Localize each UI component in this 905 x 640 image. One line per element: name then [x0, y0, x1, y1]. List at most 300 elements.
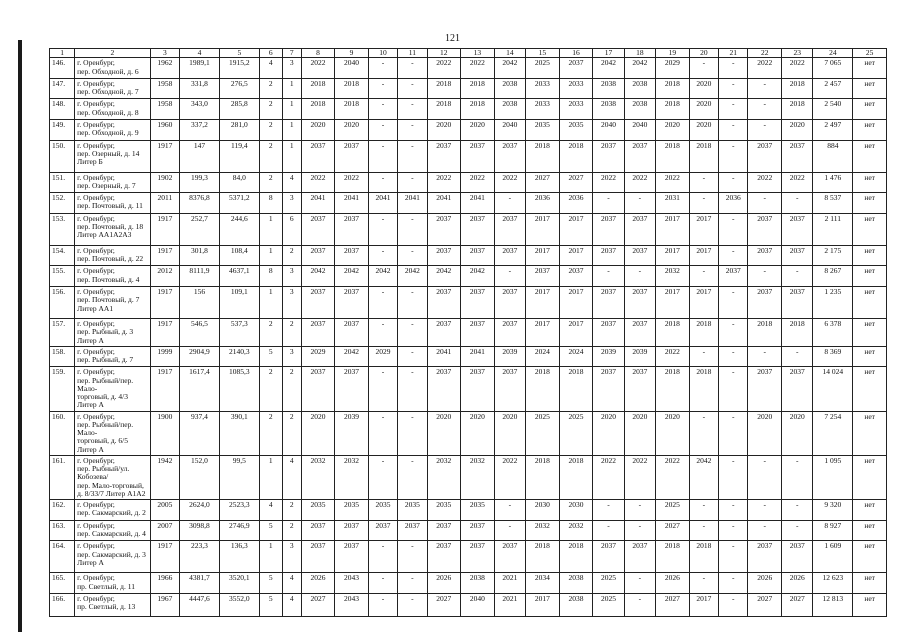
data-cell: нет — [853, 411, 887, 455]
row-number-cell: 166. — [50, 593, 75, 616]
data-cell: 1 476 — [813, 172, 853, 193]
data-cell: - — [398, 346, 427, 367]
data-cell: 2017 — [526, 287, 560, 319]
data-cell: нет — [853, 287, 887, 319]
data-cell: 84,0 — [219, 172, 259, 193]
data-cell: 2022 — [656, 455, 690, 499]
data-cell: 2037 — [494, 213, 525, 245]
data-cell: 2020 — [301, 411, 335, 455]
data-cell: 2020 — [656, 411, 690, 455]
data-cell: нет — [853, 573, 887, 594]
data-cell: 2017 — [559, 319, 593, 347]
data-cell: 2022 — [301, 58, 335, 79]
data-cell: 2037 — [461, 367, 495, 411]
address-cell: г. Оренбург, пер. Почтовый, д. 22 — [75, 245, 151, 266]
data-cell: - — [398, 99, 427, 120]
data-cell: 2042 — [335, 266, 369, 287]
data-cell: - — [719, 593, 748, 616]
data-cell: - — [624, 500, 655, 521]
data-cell: 2037 — [301, 140, 335, 172]
data-cell: 2037 — [526, 266, 560, 287]
data-cell: 2020 — [494, 411, 525, 455]
data-cell: - — [398, 319, 427, 347]
data-cell: 2042 — [368, 266, 397, 287]
table-row — [50, 266, 887, 287]
data-cell: 1989,1 — [180, 58, 220, 79]
data-cell: 3098,8 — [180, 520, 220, 541]
data-cell: нет — [853, 213, 887, 245]
table-row — [50, 573, 887, 594]
column-header: 5 — [219, 49, 259, 58]
data-cell: 2020 — [427, 120, 461, 141]
address-cell: г. Оренбург, пр. Светлый, д. 11 — [75, 573, 151, 594]
data-cell: - — [368, 287, 397, 319]
data-cell: 2041 — [398, 193, 427, 214]
column-header: 12 — [427, 49, 461, 58]
data-cell: 2017 — [689, 245, 718, 266]
data-cell: 2012 — [150, 266, 179, 287]
data-cell: нет — [853, 520, 887, 541]
column-header: 6 — [259, 49, 282, 58]
data-cell: - — [748, 99, 782, 120]
column-header: 18 — [624, 49, 655, 58]
data-cell: - — [398, 120, 427, 141]
data-cell: - — [624, 520, 655, 541]
data-table — [49, 48, 887, 617]
data-cell: 2018 — [526, 140, 560, 172]
data-cell: 2018 — [559, 455, 593, 499]
data-cell: 2017 — [689, 287, 718, 319]
data-cell: 2037 — [748, 245, 782, 266]
address-cell: г. Оренбург, пер. Обходной, д. 7 — [75, 78, 151, 99]
data-cell: 2 — [259, 78, 282, 99]
column-header: 7 — [282, 49, 301, 58]
data-cell: 2007 — [150, 520, 179, 541]
data-cell: 390,1 — [219, 411, 259, 455]
table-row — [50, 99, 887, 120]
data-cell: - — [398, 172, 427, 193]
data-cell: - — [748, 500, 782, 521]
data-cell: 2037 — [335, 520, 369, 541]
data-cell: 2022 — [748, 58, 782, 79]
data-cell: - — [593, 500, 624, 521]
data-cell: 2140,3 — [219, 346, 259, 367]
data-cell: 2020 — [689, 78, 718, 99]
data-cell: - — [368, 140, 397, 172]
data-cell: - — [748, 266, 782, 287]
data-cell: 2042 — [624, 58, 655, 79]
data-cell: - — [368, 213, 397, 245]
data-cell: 2017 — [656, 213, 690, 245]
data-cell: 2018 — [461, 78, 495, 99]
data-cell: 2041 — [368, 193, 397, 214]
data-cell: 2037 — [427, 541, 461, 573]
data-cell: 4 — [282, 573, 301, 594]
data-cell: 2746,9 — [219, 520, 259, 541]
data-cell: 2017 — [656, 287, 690, 319]
data-cell: 2037 — [368, 520, 397, 541]
data-cell: 2037 — [593, 213, 624, 245]
data-cell: 2037 — [624, 245, 655, 266]
data-cell: 4 — [259, 58, 282, 79]
data-cell: - — [398, 140, 427, 172]
address-cell: г. Оренбург, пер. Почтовый, д. 18 Литер АА1А2А3 — [75, 213, 151, 245]
data-cell: 2037 — [624, 319, 655, 347]
data-cell: 2038 — [559, 593, 593, 616]
data-cell: - — [398, 455, 427, 499]
data-cell: 5 — [259, 573, 282, 594]
data-cell: 2037 — [301, 213, 335, 245]
data-cell: 2022 — [781, 172, 812, 193]
data-cell: - — [689, 411, 718, 455]
data-cell: - — [624, 266, 655, 287]
data-cell: 5 — [259, 520, 282, 541]
data-cell: 99,5 — [219, 455, 259, 499]
data-cell: 2 — [259, 172, 282, 193]
data-cell: 2025 — [526, 58, 560, 79]
data-cell: 2038 — [624, 78, 655, 99]
row-number-cell: 151. — [50, 172, 75, 193]
address-cell: г. Оренбург, пер. Озерный, д. 7 — [75, 172, 151, 193]
data-cell: - — [368, 411, 397, 455]
data-cell: 2038 — [494, 78, 525, 99]
data-cell: нет — [853, 172, 887, 193]
address-cell: г. Оренбург, пер. Сакмарский, д. 3 Литер А — [75, 541, 151, 573]
data-cell: 2017 — [526, 593, 560, 616]
data-cell: 2024 — [526, 346, 560, 367]
data-cell: 343,0 — [180, 99, 220, 120]
data-cell: 2040 — [335, 58, 369, 79]
data-cell: 331,8 — [180, 78, 220, 99]
row-number-cell: 150. — [50, 140, 75, 172]
data-cell: - — [624, 193, 655, 214]
row-number-cell: 157. — [50, 319, 75, 347]
data-cell: 2040 — [593, 120, 624, 141]
column-header: 20 — [689, 49, 718, 58]
data-cell: - — [689, 346, 718, 367]
data-cell: 2037 — [624, 367, 655, 411]
data-cell: 1915,2 — [219, 58, 259, 79]
data-cell: - — [781, 266, 812, 287]
data-cell: 2 111 — [813, 213, 853, 245]
data-cell: - — [719, 541, 748, 573]
data-cell: - — [398, 78, 427, 99]
data-cell: - — [398, 367, 427, 411]
data-cell: 281,0 — [219, 120, 259, 141]
data-cell: - — [719, 245, 748, 266]
data-cell: 2 — [282, 367, 301, 411]
data-cell: 2022 — [301, 172, 335, 193]
data-cell: - — [689, 193, 718, 214]
data-cell: 223,3 — [180, 541, 220, 573]
data-cell: 7 254 — [813, 411, 853, 455]
data-cell: 2018 — [559, 140, 593, 172]
data-cell: 2041 — [301, 193, 335, 214]
data-cell: 2026 — [656, 573, 690, 594]
data-cell: 12 813 — [813, 593, 853, 616]
data-cell: - — [398, 593, 427, 616]
row-number-cell: 156. — [50, 287, 75, 319]
data-cell: - — [593, 520, 624, 541]
data-cell: 2031 — [656, 193, 690, 214]
data-cell: 199,3 — [180, 172, 220, 193]
data-cell: 2027 — [656, 593, 690, 616]
data-cell: - — [748, 120, 782, 141]
data-cell: 2037 — [427, 140, 461, 172]
data-cell: 2018 — [335, 99, 369, 120]
data-cell: - — [781, 500, 812, 521]
data-cell: нет — [853, 367, 887, 411]
data-cell: 2 — [259, 319, 282, 347]
data-cell: 244,6 — [219, 213, 259, 245]
data-cell: 2029 — [368, 346, 397, 367]
data-cell: 2 — [282, 319, 301, 347]
data-cell: 2018 — [656, 319, 690, 347]
data-cell: 2020 — [427, 411, 461, 455]
data-cell: 2018 — [656, 78, 690, 99]
column-header: 25 — [853, 49, 887, 58]
data-cell: 2017 — [559, 213, 593, 245]
data-cell: 2005 — [150, 500, 179, 521]
data-cell: 2904,9 — [180, 346, 220, 367]
data-cell: 2037 — [398, 520, 427, 541]
data-cell: 2022 — [494, 455, 525, 499]
data-cell: 2037 — [494, 140, 525, 172]
data-cell: 2020 — [689, 99, 718, 120]
column-header: 4 — [180, 49, 220, 58]
data-cell: 2041 — [335, 193, 369, 214]
data-cell: - — [368, 455, 397, 499]
data-cell: 2026 — [301, 573, 335, 594]
data-cell: 5 — [259, 593, 282, 616]
data-cell: - — [624, 593, 655, 616]
data-cell: 2041 — [461, 193, 495, 214]
data-cell: 9 320 — [813, 500, 853, 521]
data-cell: нет — [853, 500, 887, 521]
data-cell: 2021 — [494, 593, 525, 616]
data-cell: - — [748, 193, 782, 214]
data-cell: 2038 — [593, 78, 624, 99]
data-cell: 2027 — [526, 172, 560, 193]
data-cell: 2037 — [781, 245, 812, 266]
column-header: 11 — [398, 49, 427, 58]
data-cell: 2037 — [461, 520, 495, 541]
data-cell: 2020 — [624, 411, 655, 455]
data-cell: 1 609 — [813, 541, 853, 573]
data-cell: 2018 — [781, 319, 812, 347]
data-cell: 2020 — [781, 411, 812, 455]
data-cell: 2022 — [624, 455, 655, 499]
data-cell: 2020 — [656, 120, 690, 141]
table-row — [50, 541, 887, 573]
column-header: 3 — [150, 49, 179, 58]
data-cell: 2022 — [656, 172, 690, 193]
data-cell: нет — [853, 58, 887, 79]
data-cell: 2042 — [398, 266, 427, 287]
data-cell: 2032 — [559, 520, 593, 541]
data-cell: 3 — [282, 346, 301, 367]
data-cell: 2 — [259, 367, 282, 411]
data-cell: 2021 — [494, 573, 525, 594]
data-cell: 2037 — [335, 140, 369, 172]
data-cell: 2039 — [593, 346, 624, 367]
data-cell: 1 — [259, 541, 282, 573]
column-header: 22 — [748, 49, 782, 58]
data-cell: 2020 — [748, 411, 782, 455]
data-cell: 2 — [259, 120, 282, 141]
data-cell: 1942 — [150, 455, 179, 499]
data-cell: 156 — [180, 287, 220, 319]
data-cell: 2035 — [335, 500, 369, 521]
data-cell: 2 175 — [813, 245, 853, 266]
table-row — [50, 319, 887, 347]
data-cell: - — [494, 500, 525, 521]
data-cell: - — [368, 541, 397, 573]
data-cell: - — [719, 573, 748, 594]
data-cell: 5 — [259, 346, 282, 367]
address-cell: г. Оренбург, пер. Рыбный/пер. Мало- торговый, д. 6/5 Литер А — [75, 411, 151, 455]
data-cell: - — [368, 573, 397, 594]
data-cell: 2 — [282, 500, 301, 521]
data-cell: - — [719, 520, 748, 541]
data-cell: 2033 — [559, 78, 593, 99]
row-number-cell: 146. — [50, 58, 75, 79]
row-number-cell: 162. — [50, 500, 75, 521]
data-cell: 2018 — [689, 140, 718, 172]
data-cell: 2032 — [427, 455, 461, 499]
data-cell: - — [398, 411, 427, 455]
data-cell: 4381,7 — [180, 573, 220, 594]
table-row — [50, 455, 887, 499]
data-cell: 2037 — [748, 140, 782, 172]
data-cell: 3 — [282, 58, 301, 79]
data-cell: - — [719, 455, 748, 499]
data-cell: 6 — [282, 213, 301, 245]
row-number-cell: 148. — [50, 99, 75, 120]
data-cell: нет — [853, 120, 887, 141]
data-cell: 1917 — [150, 367, 179, 411]
data-cell: 8 267 — [813, 266, 853, 287]
address-cell: г. Оренбург, пер. Почтовый, д. 4 — [75, 266, 151, 287]
data-cell: 2037 — [301, 367, 335, 411]
data-cell: 2022 — [335, 172, 369, 193]
data-cell: - — [398, 541, 427, 573]
data-cell: 2039 — [494, 346, 525, 367]
row-number-cell: 159. — [50, 367, 75, 411]
data-cell: 2041 — [427, 346, 461, 367]
table-row — [50, 172, 887, 193]
data-cell: 1 — [282, 120, 301, 141]
data-cell: 2017 — [689, 213, 718, 245]
table-row — [50, 287, 887, 319]
data-cell: 1617,4 — [180, 367, 220, 411]
data-cell: - — [689, 520, 718, 541]
data-cell: 2032 — [526, 520, 560, 541]
data-cell: 1 235 — [813, 287, 853, 319]
data-cell: - — [593, 266, 624, 287]
data-cell: 2020 — [781, 120, 812, 141]
data-cell: 2035 — [398, 500, 427, 521]
data-cell: 2040 — [494, 120, 525, 141]
data-cell: 2018 — [461, 99, 495, 120]
data-cell: - — [719, 58, 748, 79]
column-header: 23 — [781, 49, 812, 58]
row-number-cell: 160. — [50, 411, 75, 455]
data-cell: 2035 — [559, 120, 593, 141]
data-cell: нет — [853, 99, 887, 120]
column-header: 1 — [50, 49, 75, 58]
data-cell: 2042 — [494, 58, 525, 79]
data-cell: 2017 — [526, 245, 560, 266]
data-cell: - — [719, 346, 748, 367]
data-cell: 1902 — [150, 172, 179, 193]
table-row — [50, 58, 887, 79]
data-cell: 2027 — [656, 520, 690, 541]
data-cell: 3 — [282, 193, 301, 214]
data-cell: 2022 — [494, 172, 525, 193]
data-cell: 12 623 — [813, 573, 853, 594]
data-cell: 2037 — [781, 213, 812, 245]
data-cell: 2037 — [781, 140, 812, 172]
data-cell: - — [719, 213, 748, 245]
data-cell: 2523,3 — [219, 500, 259, 521]
data-cell: 2043 — [335, 593, 369, 616]
data-cell: 2035 — [427, 500, 461, 521]
data-cell: - — [689, 172, 718, 193]
data-cell: 8 927 — [813, 520, 853, 541]
data-cell: 2029 — [656, 58, 690, 79]
data-cell: 2020 — [461, 120, 495, 141]
data-cell: 2036 — [526, 193, 560, 214]
data-cell: 4 — [282, 455, 301, 499]
column-header: 13 — [461, 49, 495, 58]
data-cell: 2022 — [656, 346, 690, 367]
row-number-cell: 164. — [50, 541, 75, 573]
data-cell: 2 — [282, 411, 301, 455]
table-row — [50, 140, 887, 172]
data-cell: 1917 — [150, 319, 179, 347]
data-cell: 1085,3 — [219, 367, 259, 411]
data-cell: 2018 — [689, 367, 718, 411]
data-cell: 2037 — [301, 520, 335, 541]
page-number: 121 — [445, 33, 460, 44]
data-cell: 2037 — [427, 245, 461, 266]
data-cell: 1 095 — [813, 455, 853, 499]
data-cell: 2037 — [301, 541, 335, 573]
data-cell: 1999 — [150, 346, 179, 367]
data-cell: 2037 — [559, 266, 593, 287]
data-cell: 2017 — [656, 245, 690, 266]
data-cell: 285,8 — [219, 99, 259, 120]
row-number-cell: 152. — [50, 193, 75, 214]
data-cell: 2037 — [427, 520, 461, 541]
data-cell: - — [368, 120, 397, 141]
data-cell: 2020 — [301, 120, 335, 141]
data-cell: 2037 — [781, 541, 812, 573]
data-cell: 2 — [259, 99, 282, 120]
data-cell: 2018 — [781, 99, 812, 120]
column-header: 15 — [526, 49, 560, 58]
data-cell: 2037 — [559, 58, 593, 79]
data-cell: - — [748, 346, 782, 367]
data-cell: 2037 — [748, 367, 782, 411]
data-cell: - — [689, 573, 718, 594]
data-cell: 2036 — [719, 193, 748, 214]
data-cell: 2038 — [494, 99, 525, 120]
data-cell: 2039 — [624, 346, 655, 367]
data-cell: - — [494, 266, 525, 287]
data-cell: 2037 — [593, 245, 624, 266]
